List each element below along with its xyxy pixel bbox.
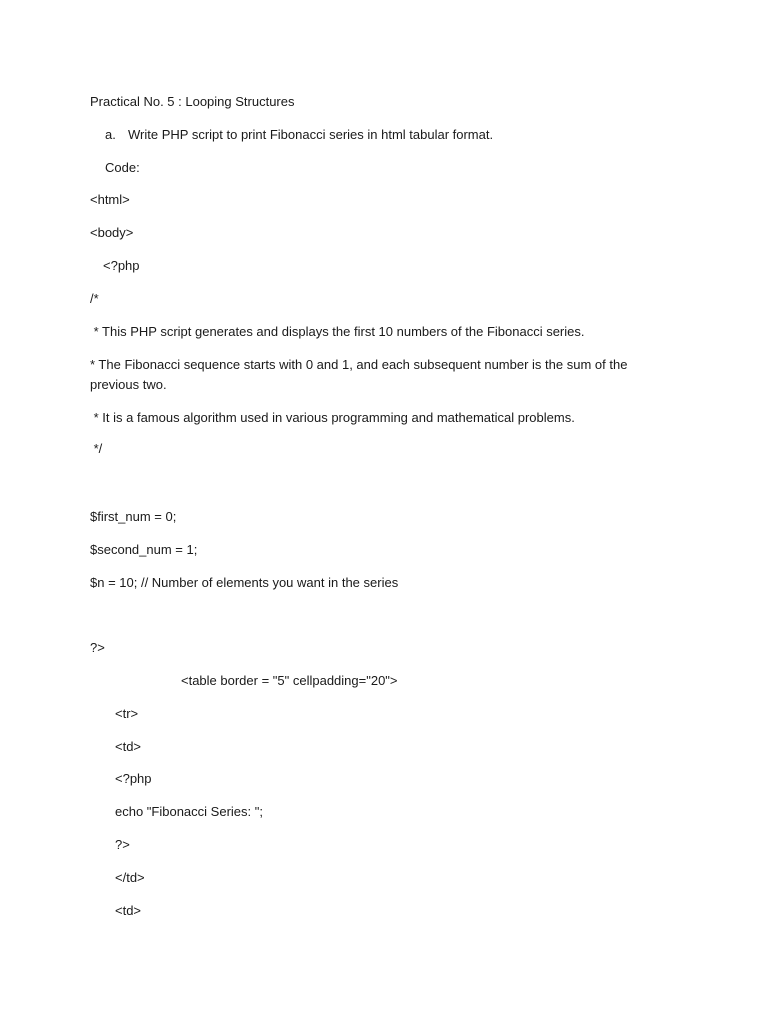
code-label: Code: <box>105 160 140 175</box>
code-line: <table border = "5" cellpadding="20"> <box>181 673 398 688</box>
code-line: * It is a famous algorithm used in various programming and mathematical problems. <box>90 410 575 425</box>
code-line: <?php <box>115 771 152 786</box>
task-list-item <box>0 125 768 145</box>
code-line: <td> <box>115 739 142 754</box>
code-line: </td> <box>115 870 145 885</box>
code-line: $n = 10; // Number of elements you want in the series <box>90 575 399 590</box>
code-line: <html> <box>90 192 130 207</box>
task-text: Write PHP script to print Fibonacci series in html tabular format. <box>128 127 494 142</box>
code-line: ?> <box>115 837 130 852</box>
code-line: echo "Fibonacci Series: "; <box>115 804 263 819</box>
list-marker: a. <box>105 127 116 142</box>
code-line: <td> <box>115 903 142 918</box>
code-line: * This PHP script generates and displays the first 10 numbers of the Fibonacci series. <box>90 324 585 339</box>
code-line: * The Fibonacci sequence starts with 0 and 1, and each subsequent number is the sum of the previous two. <box>90 357 628 392</box>
page-title: Practical No. 5 : Looping Structures <box>90 94 295 109</box>
code-line: <tr> <box>115 706 139 721</box>
code-line: /* <box>90 291 99 306</box>
code-line: <?php <box>103 258 140 273</box>
code-line: <body> <box>90 225 134 240</box>
code-line: $first_num = 0; <box>90 509 177 524</box>
code-line: $second_num = 1; <box>90 542 198 557</box>
code-line: */ <box>90 441 103 456</box>
code-line: ?> <box>90 640 105 655</box>
